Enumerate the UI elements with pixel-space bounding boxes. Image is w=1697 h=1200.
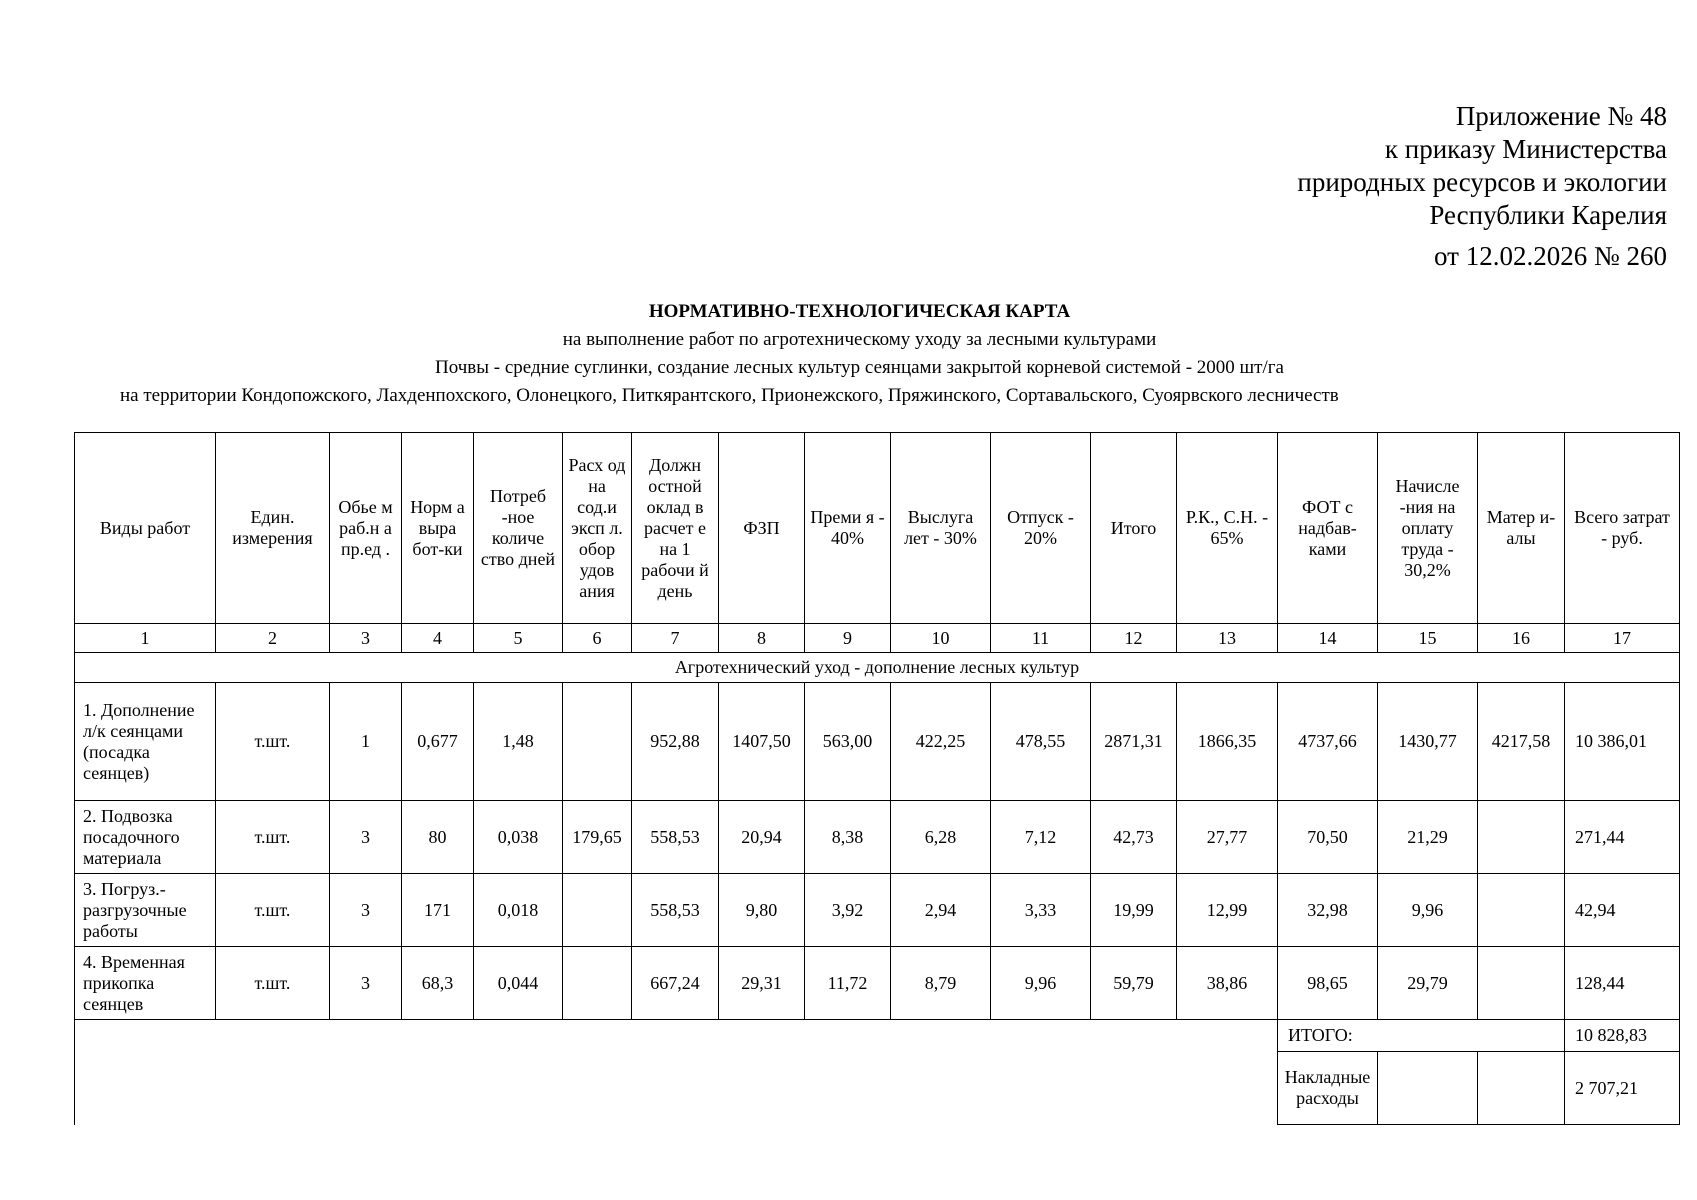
column-number: 13 — [1177, 624, 1278, 653]
table-cell: 563,00 — [805, 683, 891, 801]
column-number: 17 — [1565, 624, 1680, 653]
cost-table — [74, 432, 1680, 1125]
table-cell: т.шт. — [216, 683, 330, 801]
column-number: 15 — [1378, 624, 1478, 653]
table-cell: 11,72 — [805, 947, 891, 1020]
document-title: НОРМАТИВНО-ТЕХНОЛОГИЧЕСКАЯ КАРТА — [648, 301, 1071, 322]
column-number: 4 — [402, 624, 474, 653]
table-row — [75, 683, 1680, 801]
table-cell: 8,79 — [891, 947, 991, 1020]
table-cell: 128,44 — [1565, 947, 1680, 1020]
table-cell: 80 — [402, 801, 474, 874]
table-cell: 0,018 — [474, 874, 563, 947]
table-cell: 38,86 — [1177, 947, 1278, 1020]
table-cell: 70,50 — [1278, 801, 1378, 874]
table-cell: 179,65 — [563, 801, 632, 874]
table-cell: 3. Погруз.-разгрузочные работы — [75, 874, 216, 947]
table-cell: т.шт. — [216, 801, 330, 874]
appendix-line: Республики Карелия — [1429, 200, 1667, 230]
table-cell: 7,12 — [991, 801, 1091, 874]
header-cell: Отпуск - 20% — [991, 433, 1091, 624]
document-subtitle: на выполнение работ по агротехническому уходу за лесными культурами — [562, 329, 1157, 350]
table-cell — [1478, 874, 1565, 947]
column-number: 6 — [563, 624, 632, 653]
header-cell: Начисле -ния на оплату труда - 30,2% — [1378, 433, 1478, 624]
header-cell: ФЗП — [719, 433, 805, 624]
table-cell: 1430,77 — [1378, 683, 1478, 801]
table-cell: 9,80 — [719, 874, 805, 947]
column-number: 8 — [719, 624, 805, 653]
overhead-row — [75, 1052, 1680, 1125]
column-number: 11 — [991, 624, 1091, 653]
header-cell: Потреб -ное количе ство дней — [474, 433, 563, 624]
header-cell: Итого — [1091, 433, 1177, 624]
table-row — [75, 801, 1680, 874]
header-cell: Обье м раб.н а пр.ед . — [330, 433, 402, 624]
table-cell: 4217,58 — [1478, 683, 1565, 801]
header-cell: Един. измерения — [216, 433, 330, 624]
table-cell: 2,94 — [891, 874, 991, 947]
column-number: 3 — [330, 624, 402, 653]
header-cell: ФОТ с надбав-ками — [1278, 433, 1378, 624]
table-cell: 10 386,01 — [1565, 683, 1680, 801]
table-cell: 27,77 — [1177, 801, 1278, 874]
header-cell: Виды работ — [75, 433, 216, 624]
table-cell: 42,94 — [1565, 874, 1680, 947]
overhead-label: Накладные расходы — [1278, 1052, 1378, 1125]
table-cell: 4737,66 — [1278, 683, 1378, 801]
table-cell: 29,79 — [1378, 947, 1478, 1020]
table-cell: 1 — [330, 683, 402, 801]
header-cell: Норм а выра бот-ки — [402, 433, 474, 624]
document-titles — [0, 298, 1697, 410]
table-cell: 171 — [402, 874, 474, 947]
total-value: 10 828,83 — [1565, 1020, 1680, 1052]
table-cell: 0,677 — [402, 683, 474, 801]
table-cell: 0,038 — [474, 801, 563, 874]
table-cell: 0,044 — [474, 947, 563, 1020]
table-cell: 558,53 — [632, 801, 719, 874]
header-cell: Должн остной оклад в расчет е на 1 рабочи й день — [632, 433, 719, 624]
table-cell: 478,55 — [991, 683, 1091, 801]
total-label: ИТОГО: — [1278, 1020, 1565, 1052]
document-subtitle: Почвы - средние суглинки, создание лесных культур сеянцами закрытой корневой системой - 2000 шт/га — [434, 357, 1284, 378]
table-cell: 271,44 — [1565, 801, 1680, 874]
column-number: 10 — [891, 624, 991, 653]
column-number: 5 — [474, 624, 563, 653]
overhead-empty-cell — [1478, 1052, 1565, 1125]
table-cell — [563, 874, 632, 947]
table-cell: 422,25 — [891, 683, 991, 801]
table-cell: 42,73 — [1091, 801, 1177, 874]
table-row — [75, 874, 1680, 947]
overhead-value: 2 707,21 — [1565, 1052, 1680, 1125]
table-cell: 59,79 — [1091, 947, 1177, 1020]
table-cell: 19,99 — [1091, 874, 1177, 947]
table-cell: 3,92 — [805, 874, 891, 947]
appendix-date: от 12.02.2026 № 260 — [1434, 241, 1667, 271]
table-cell: 1407,50 — [719, 683, 805, 801]
table-cell: 8,38 — [805, 801, 891, 874]
table-cell — [563, 683, 632, 801]
table-cell: 3 — [330, 801, 402, 874]
table-cell: 98,65 — [1278, 947, 1378, 1020]
section-row — [75, 653, 1680, 683]
table-cell: 12,99 — [1177, 874, 1278, 947]
header-cell: Выслуга лет - 30% — [891, 433, 991, 624]
table-cell: 29,31 — [719, 947, 805, 1020]
header-cell: Всего затрат - руб. — [1565, 433, 1680, 624]
total-row — [75, 1020, 1680, 1052]
column-number: 12 — [1091, 624, 1177, 653]
table-cell: 1. Дополнение л/к сеянцами (посадка сеянцев) — [75, 683, 216, 801]
table-header-row — [75, 433, 1680, 624]
table-cell: 2871,31 — [1091, 683, 1177, 801]
blank-area — [75, 1020, 1278, 1052]
overhead-empty-cell — [1378, 1052, 1478, 1125]
table-cell — [1478, 947, 1565, 1020]
header-cell: Расх од на сод.и эксп л. обор удов ания — [563, 433, 632, 624]
table-cell: 558,53 — [632, 874, 719, 947]
header-cell: Матер и-алы — [1478, 433, 1565, 624]
table-cell: 1,48 — [474, 683, 563, 801]
appendix-line: Приложение № 48 — [1455, 101, 1667, 131]
header-cell: Р.К., С.Н. - 65% — [1177, 433, 1278, 624]
column-number: 1 — [75, 624, 216, 653]
table-cell: 6,28 — [891, 801, 991, 874]
table-cell: 21,29 — [1378, 801, 1478, 874]
table-cell: 4. Временная прикопка сеянцев — [75, 947, 216, 1020]
column-number: 2 — [216, 624, 330, 653]
table-cell: 3 — [330, 947, 402, 1020]
table-cell: 1866,35 — [1177, 683, 1278, 801]
table-cell: 952,88 — [632, 683, 719, 801]
table-cell: 32,98 — [1278, 874, 1378, 947]
column-number: 7 — [632, 624, 719, 653]
table-row — [75, 947, 1680, 1020]
appendix-line: к приказу Министерства — [1384, 134, 1667, 164]
table-cell — [563, 947, 632, 1020]
table-cell: 9,96 — [1378, 874, 1478, 947]
table-cell: т.шт. — [216, 874, 330, 947]
table-cell: 667,24 — [632, 947, 719, 1020]
table-cell: 3 — [330, 874, 402, 947]
document-subtitle: на территории Кондопожского, Лахденпохского, Олонецкого, Питкярантского, Прионежского, Пряжинского, Сортавальского, Суоярвского лесничеств — [120, 385, 1339, 406]
column-number: 9 — [805, 624, 891, 653]
table-cell: т.шт. — [216, 947, 330, 1020]
table-cell: 3,33 — [991, 874, 1091, 947]
appendix-block — [1297, 100, 1667, 273]
section-title: Агротехнический уход - дополнение лесных культур — [75, 653, 1680, 683]
blank-area — [75, 1052, 1278, 1125]
header-cell: Преми я - 40% — [805, 433, 891, 624]
appendix-line: природных ресурсов и экологии — [1297, 167, 1667, 197]
table-cell: 68,3 — [402, 947, 474, 1020]
table-cell — [1478, 801, 1565, 874]
table-cell: 20,94 — [719, 801, 805, 874]
column-number: 14 — [1278, 624, 1378, 653]
table-cell: 9,96 — [991, 947, 1091, 1020]
column-number-row — [75, 624, 1680, 653]
table-cell: 2. Подвозка посадочного материала — [75, 801, 216, 874]
column-number: 16 — [1478, 624, 1565, 653]
